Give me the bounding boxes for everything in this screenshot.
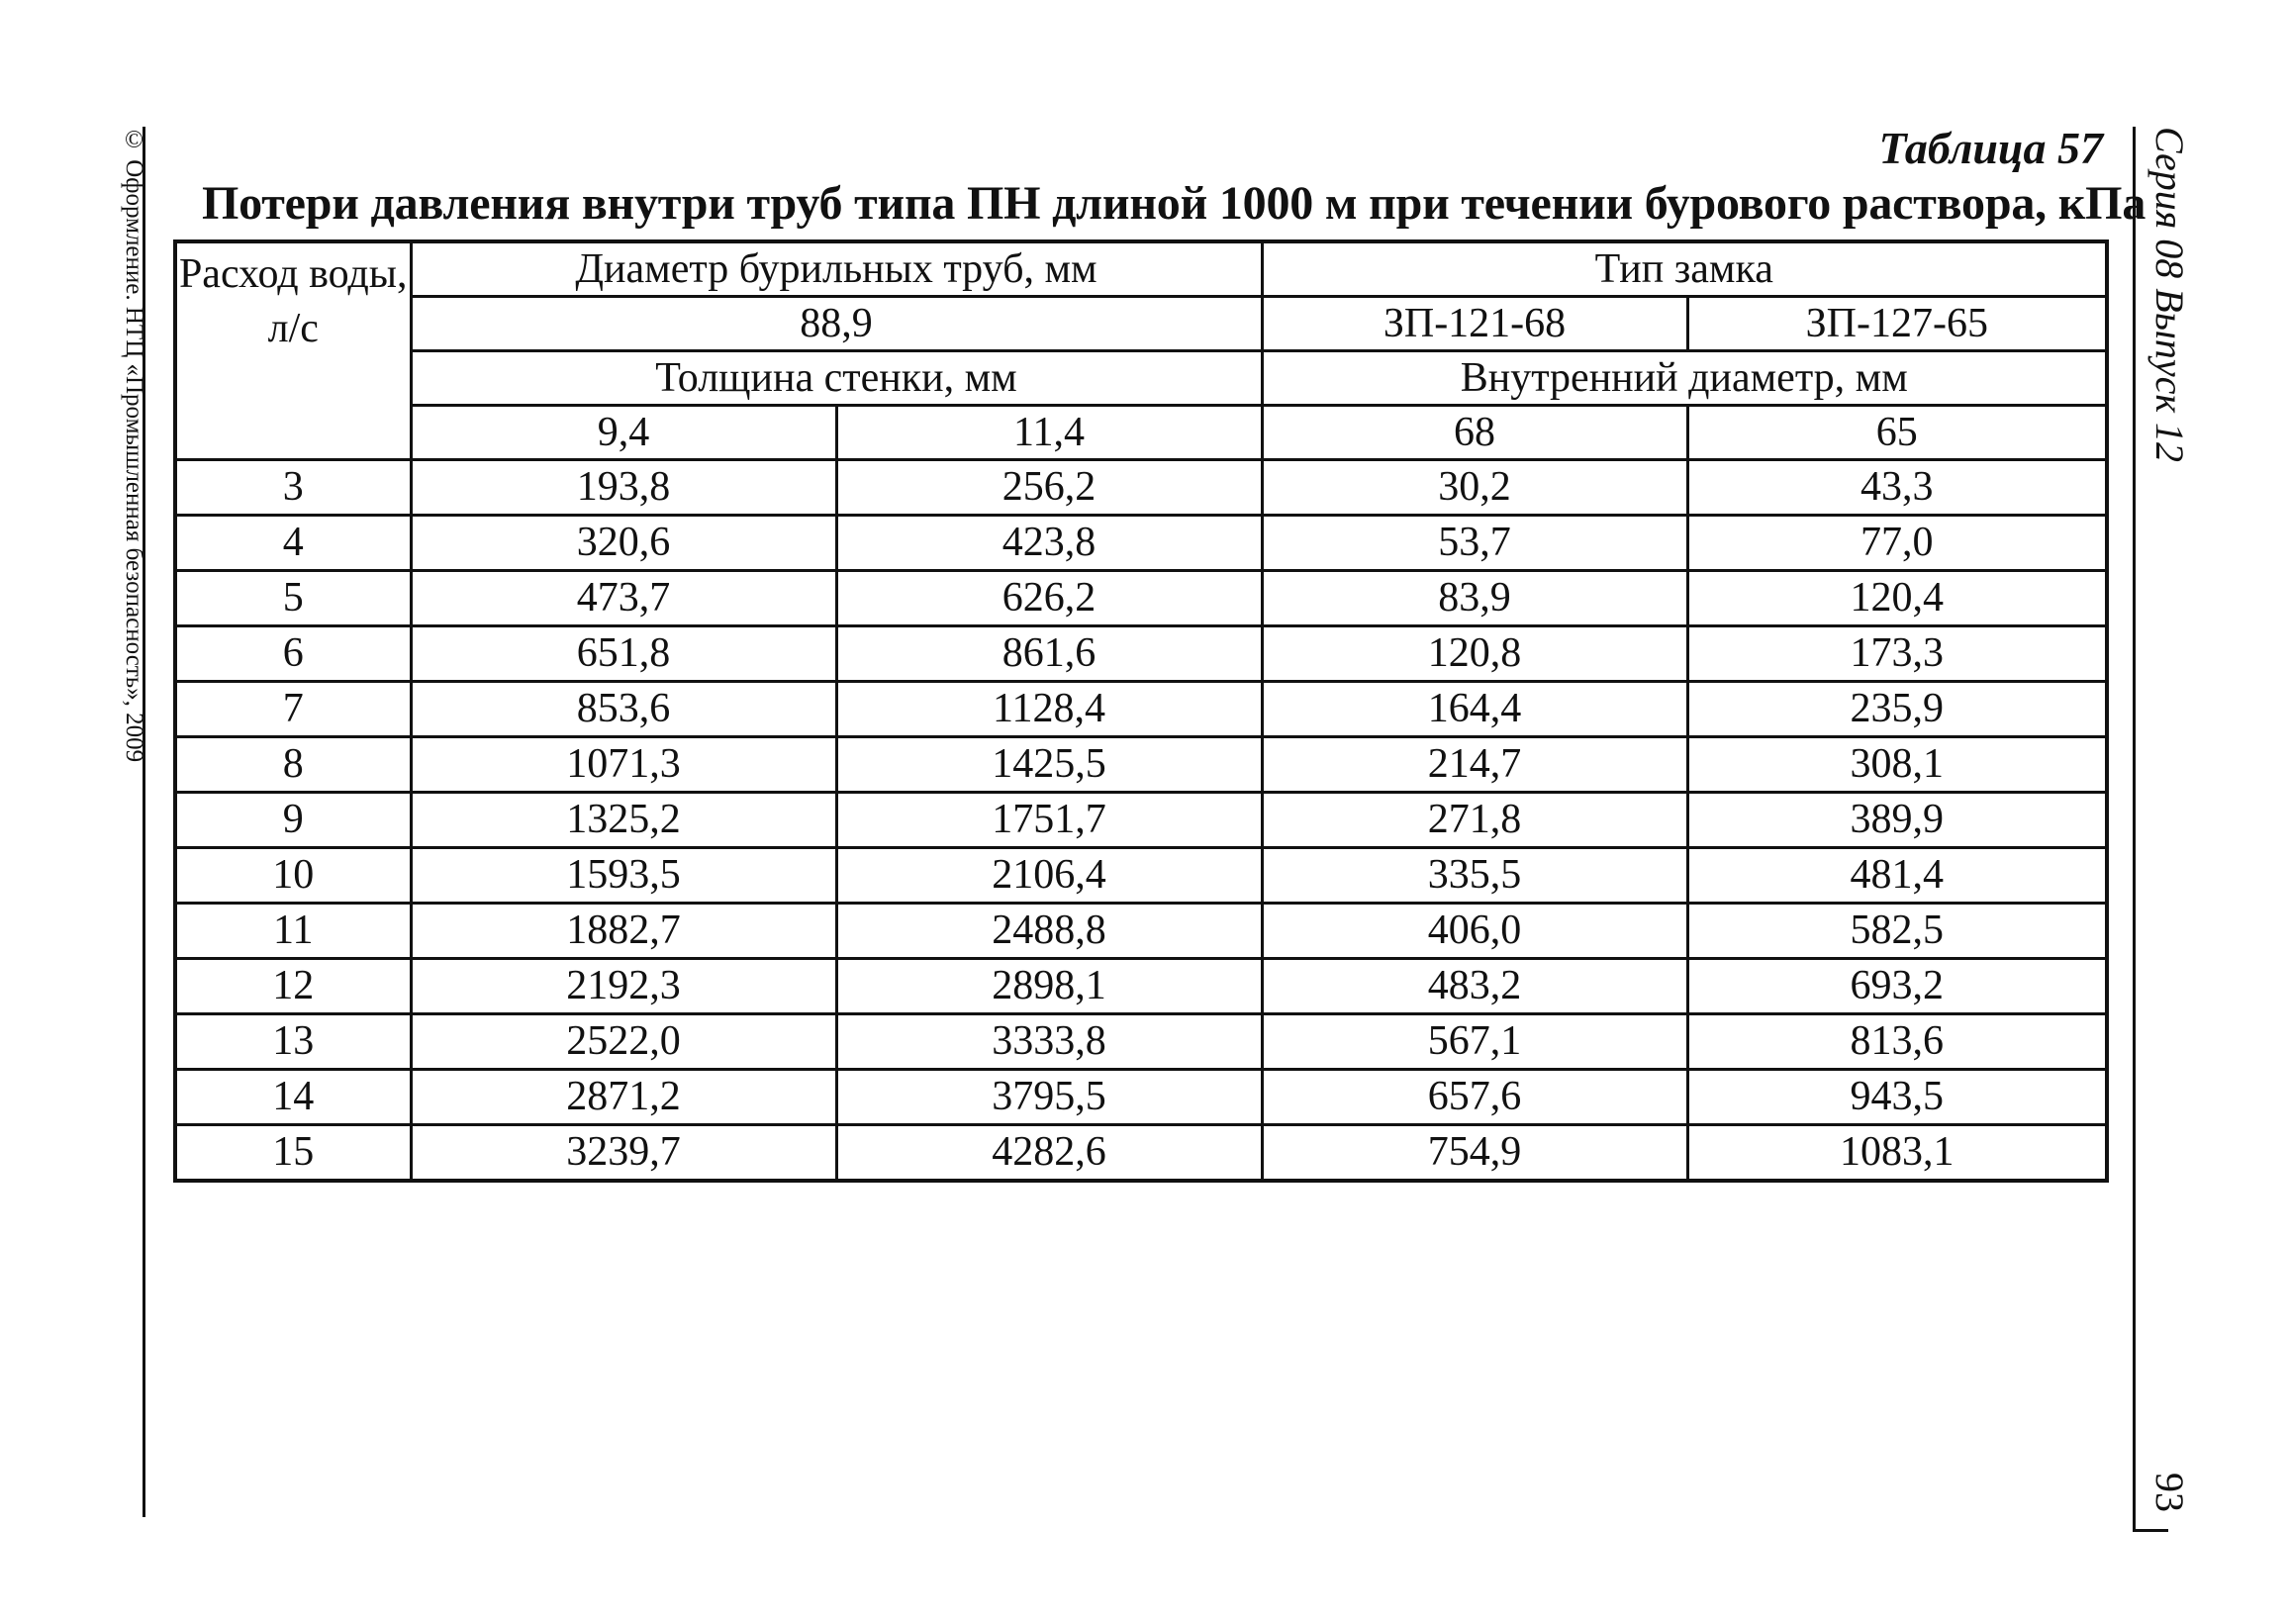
table-row (175, 1014, 2107, 1070)
table-row (175, 1070, 2107, 1125)
table-row (175, 793, 2107, 848)
cell-wall-b: 861,6 (836, 626, 1262, 682)
cell-lock-a: 164,4 (1262, 682, 1687, 737)
table-body (175, 460, 2107, 1182)
cell-wall-b: 423,8 (836, 516, 1262, 571)
cell-lock-a: 483,2 (1262, 959, 1687, 1014)
cell-lock-b: 943,5 (1687, 1070, 2107, 1125)
table-row (175, 904, 2107, 959)
cell-lock-b: 813,6 (1687, 1014, 2107, 1070)
cell-wall-a: 1325,2 (411, 793, 836, 848)
cell-wall-a: 1882,7 (411, 904, 836, 959)
cell-flow: 3 (175, 460, 411, 516)
cell-wall-a: 2192,3 (411, 959, 836, 1014)
cell-wall-b: 3333,8 (836, 1014, 1262, 1070)
cell-lock-b: 1083,1 (1687, 1125, 2107, 1182)
cell-lock-b: 120,4 (1687, 571, 2107, 626)
header-lock-type: Тип замка (1262, 241, 2107, 297)
cell-flow: 13 (175, 1014, 411, 1070)
cell-wall-b: 256,2 (836, 460, 1262, 516)
header-lock-a: ЗП-121-68 (1262, 297, 1687, 351)
cell-wall-b: 3795,5 (836, 1070, 1262, 1125)
cell-wall-a: 651,8 (411, 626, 836, 682)
cell-lock-a: 567,1 (1262, 1014, 1687, 1070)
cell-flow: 10 (175, 848, 411, 904)
page-number: 93 (2147, 1473, 2192, 1512)
cell-wall-a: 1593,5 (411, 848, 836, 904)
copyright-note: © Оформление. НТЦ «Промышленная безопасность», 2009 (121, 127, 147, 763)
cell-flow: 4 (175, 516, 411, 571)
header-inner-b: 65 (1687, 406, 2107, 460)
table-row (175, 460, 2107, 516)
cell-lock-b: 235,9 (1687, 682, 2107, 737)
cell-lock-b: 582,5 (1687, 904, 2107, 959)
header-pipe-diameter-value: 88,9 (411, 297, 1262, 351)
cell-lock-a: 335,5 (1262, 848, 1687, 904)
cell-lock-a: 406,0 (1262, 904, 1687, 959)
cell-wall-a: 2522,0 (411, 1014, 836, 1070)
cell-wall-b: 1751,7 (836, 793, 1262, 848)
header-row-4 (175, 406, 2107, 460)
cell-lock-a: 120,8 (1262, 626, 1687, 682)
table-row (175, 737, 2107, 793)
header-wall-b: 11,4 (836, 406, 1262, 460)
table-row (175, 1125, 2107, 1182)
header-inner-diameter: Внутренний диаметр, мм (1262, 351, 2107, 406)
cell-wall-a: 2871,2 (411, 1070, 836, 1125)
cell-wall-a: 853,6 (411, 682, 836, 737)
cell-wall-a: 193,8 (411, 460, 836, 516)
cell-lock-b: 389,9 (1687, 793, 2107, 848)
header-flow: Расход воды, л/с (175, 241, 411, 460)
table-row (175, 848, 2107, 904)
header-row-1 (175, 241, 2107, 297)
header-wall-a: 9,4 (411, 406, 836, 460)
cell-flow: 5 (175, 571, 411, 626)
cell-flow: 12 (175, 959, 411, 1014)
cell-lock-b: 77,0 (1687, 516, 2107, 571)
cell-wall-b: 1425,5 (836, 737, 1262, 793)
cell-flow: 7 (175, 682, 411, 737)
table-label: Таблица 57 (1878, 123, 2103, 173)
cell-lock-a: 271,8 (1262, 793, 1687, 848)
table-row (175, 571, 2107, 626)
header-lock-b: ЗП-127-65 (1687, 297, 2107, 351)
cell-wall-b: 626,2 (836, 571, 1262, 626)
table-row (175, 626, 2107, 682)
table-title: Потери давления внутри труб типа ПН длиной 1000 м при течении бурового раствора, кПа (202, 177, 2146, 230)
cell-flow: 9 (175, 793, 411, 848)
cell-flow: 6 (175, 626, 411, 682)
table-row (175, 516, 2107, 571)
cell-lock-a: 214,7 (1262, 737, 1687, 793)
cell-wall-b: 2106,4 (836, 848, 1262, 904)
header-wall-thickness: Толщина стенки, мм (411, 351, 1262, 406)
cell-flow: 15 (175, 1125, 411, 1182)
cell-lock-a: 657,6 (1262, 1070, 1687, 1125)
cell-wall-a: 3239,7 (411, 1125, 836, 1182)
header-row-3 (175, 351, 2107, 406)
header-row-2 (175, 297, 2107, 351)
cell-lock-a: 30,2 (1262, 460, 1687, 516)
cell-wall-a: 473,7 (411, 571, 836, 626)
cell-wall-b: 1128,4 (836, 682, 1262, 737)
cell-wall-b: 2898,1 (836, 959, 1262, 1014)
cell-wall-a: 1071,3 (411, 737, 836, 793)
cell-wall-b: 4282,6 (836, 1125, 1262, 1182)
cell-lock-b: 481,4 (1687, 848, 2107, 904)
cell-wall-a: 320,6 (411, 516, 836, 571)
right-margin (2133, 127, 2207, 1532)
cell-lock-a: 754,9 (1262, 1125, 1687, 1182)
cell-flow: 14 (175, 1070, 411, 1125)
cell-lock-b: 43,3 (1687, 460, 2107, 516)
header-pipe-diameter: Диаметр бурильных труб, мм (411, 241, 1262, 297)
cell-lock-b: 308,1 (1687, 737, 2107, 793)
cell-lock-b: 173,3 (1687, 626, 2107, 682)
cell-lock-a: 83,9 (1262, 571, 1687, 626)
cell-flow: 11 (175, 904, 411, 959)
header-inner-a: 68 (1262, 406, 1687, 460)
pressure-loss-table (173, 239, 2109, 1183)
cell-wall-b: 2488,8 (836, 904, 1262, 959)
table-row (175, 959, 2107, 1014)
cell-flow: 8 (175, 737, 411, 793)
series-issue: Серия 08 Выпуск 12 (2147, 127, 2192, 463)
table-row (175, 682, 2107, 737)
cell-lock-b: 693,2 (1687, 959, 2107, 1014)
cell-lock-a: 53,7 (1262, 516, 1687, 571)
